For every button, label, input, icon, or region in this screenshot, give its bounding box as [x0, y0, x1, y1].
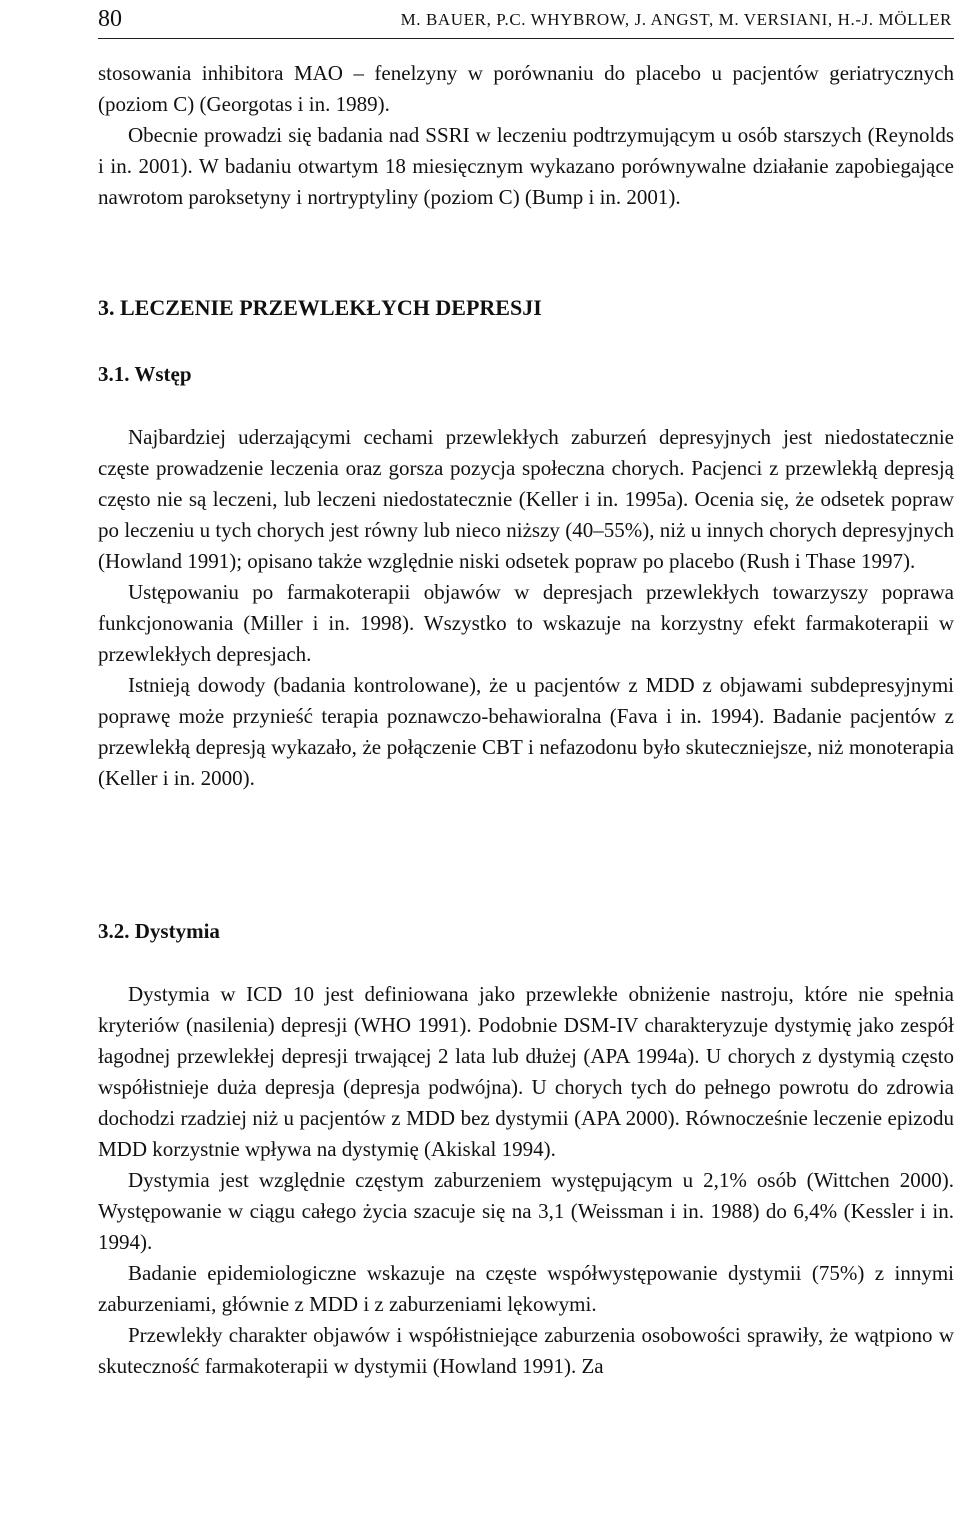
paragraph: Istnieją dowody (badania kontrolowane), że u pacjentów z MDD z objawami subdepresyjnymi poprawę może przynieść terapia poznawczo-behawioralna (Fava i in. 1994). Badanie pacjentów z przewlekłą depresją wykazało, że połączenie CBT i nefazodonu było skuteczniejsze, niż monoterapia (Keller i in. 2000). [98, 673, 954, 790]
subsection-dysthymia [98, 917, 954, 1382]
paragraph: Badanie epidemiologiczne wskazuje na częste współwystępowanie dystymii (75%) z innymi zaburzeniami, głównie z MDD i z zaburzeniami lękowymi. [98, 1261, 954, 1316]
subsection-introduction [98, 360, 954, 794]
subsection-heading-dystymia: 3.2. Dystymia [98, 919, 220, 943]
page-number: 80 [98, 6, 122, 32]
paragraph: Przewlekły charakter objawów i współistniejące zaburzenia osobowości sprawiły, że wątpiono w skuteczność farmakoterapii w dystymii (Howland 1991). Za [98, 1323, 954, 1378]
page-header [98, 4, 954, 39]
paragraph: Dystymia w ICD 10 jest definiowana jako przewlekłe obniżenie nastroju, które nie spełnia kryteriów (nasilenia) depresji (WHO 1991). Podobnie DSM-IV charakteryzuje dystymię jako zespół łagodnej przewlekłej depresji trwającej 2 lata lub dłużej (APA 1994a). U chorych z dystymią często współistnieje duża depresja (depresja podwójna). U chorych tych do pełnego powrotu do zdrowia dochodzi rzadziej niż u pacjentów z MDD bez dystymii (APA 2000). Równocześnie leczenie epizodu MDD korzystnie wpływa na dystymię (Akiskal 1994). [98, 982, 954, 1161]
paragraph: Najbardziej uderzającymi cechami przewlekłych zaburzeń depresyjnych jest niedostatecznie częste prowadzenie leczenia oraz gorsza pozycja społeczna chorych. Pacjenci z przewlekłą depresją często nie są leczeni, lub leczeni niedostatecznie (Keller i in. 1995a). Ocenia się, że odsetek popraw po leczeniu u tych chorych jest równy lub nieco niższy (40–55%), niż u innych chorych depresyjnych (Howland 1991); opisano także względnie niski odsetek popraw po placebo (Rush i Thase 1997). [98, 425, 954, 573]
intro-text [98, 58, 954, 213]
paragraph: Dystymia jest względnie częstym zaburzeniem występującym u 2,1% osób (Wittchen 2000). Występowanie w ciągu całego życia szacuje się na 3,1 (Weissman i in. 1988) do 6,4% (Kessler i in. 1994). [98, 1168, 954, 1254]
running-head-authors: M. BAUER, P.C. WHYBROW, J. ANGST, M. VERSIANI, H.-J. MÖLLER [400, 10, 952, 29]
subsection-heading-wstep: 3.1. Wstęp [98, 362, 192, 386]
paragraph: Ustępowaniu po farmakoterapii objawów w depresjach przewlekłych towarzyszy poprawa funkcjonowania (Miller i in. 1998). Wszystko to wskazuje na korzystny efekt farmakoterapii w przewlekłych depresjach. [98, 580, 954, 666]
section-heading: 3. LECZENIE PRZEWLEKŁYCH DEPRESJI [98, 295, 542, 320]
intro-paragraph-1: stosowania inhibitora MAO – fenelzyny w porównaniu do placebo u pacjentów geriatrycznych (poziom C) (Georgotas i in. 1989). [98, 61, 954, 116]
intro-paragraph-2: Obecnie prowadzi się badania nad SSRI w leczeniu podtrzymującym u osób starszych (Reynolds i in. 2001). W badaniu otwartym 18 miesięcznym wykazano porównywalne działanie zapobiegające nawrotom paroksetyny i nortryptyliny (poziom C) (Bump i in. 2001). [98, 123, 954, 209]
